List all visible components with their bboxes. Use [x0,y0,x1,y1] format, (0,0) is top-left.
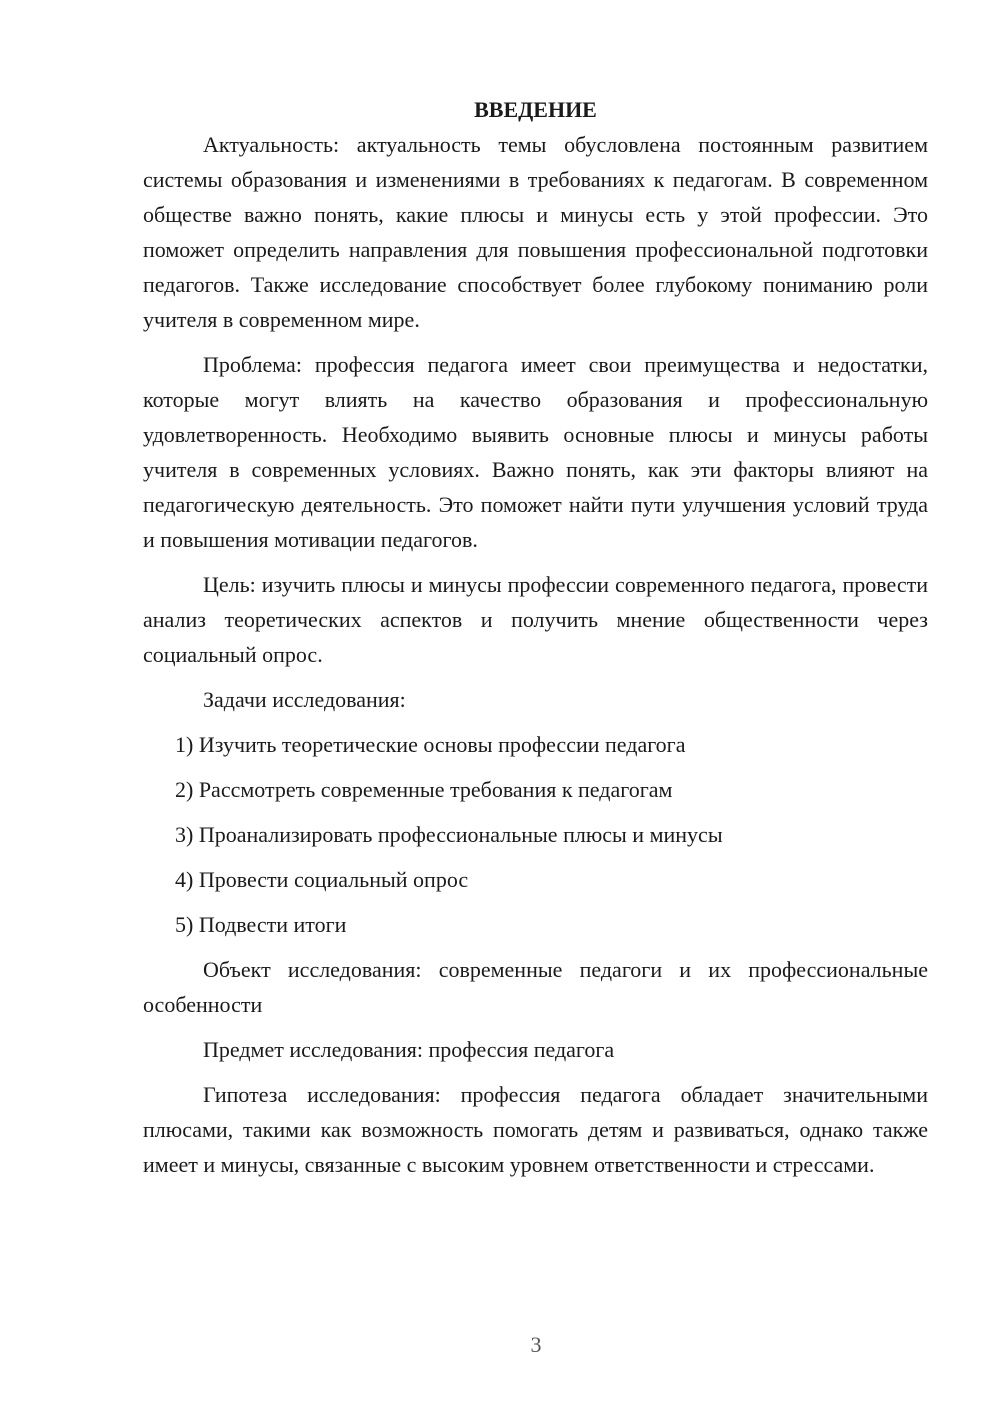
problem-paragraph: Проблема: профессия педагога имеет свои преимущества и недостатки, которые могут влиять на качество образования и профессиональную удовлетворенность. Необходимо выявить основные плюсы и минусы работы учителя в современных условиях. Важно понять, как эти факторы влияют на педагогическую деятельность. Это поможет найти пути улучшения условий труда и повышения мотивации педагогов. [143,352,928,552]
relevance-paragraph: Актуальность: актуальность темы обусловлена постоянным развитием системы образования и изменениями в требованиях к педагогам. В современном обществе важно понять, какие плюсы и минусы есть у этой профессии. Это поможет определить направления для повышения профессиональной подготовки педагогов. Также исследование способствует более глубокому пониманию роли учителя в современном мире. [143,132,928,332]
subject-paragraph: Предмет исследования: профессия педагога [203,1037,615,1062]
document-page [143,92,928,1192]
tasks-list [143,727,928,942]
page-number: 3 [530,1332,542,1357]
goal-paragraph: Цель: изучить плюсы и минусы профессии современного педагога, провести анализ теоретических аспектов и получить мнение общественности через социальный опрос. [143,572,928,667]
list-item: 3) Проанализировать профессиональные плюсы и минусы [175,822,723,847]
list-item: 4) Провести социальный опрос [175,867,469,892]
list-item: 2) Рассмотреть современные требования к педагогам [175,777,673,802]
list-item: 1) Изучить теоретические основы профессии педагога [175,732,686,757]
page-title: ВВЕДЕНИЕ [474,97,597,122]
object-paragraph: Объект исследования: современные педагоги и их профессиональные особенности [143,957,928,1017]
tasks-heading: Задачи исследования: [203,687,406,712]
hypothesis-paragraph: Гипотеза исследования: профессия педагога обладает значительными плюсами, такими как возможность помогать детям и развиваться, однако также имеет и минусы, связанные с высоким уровнем ответственности и стрессами. [143,1082,928,1177]
list-item: 5) Подвести итоги [175,912,347,937]
